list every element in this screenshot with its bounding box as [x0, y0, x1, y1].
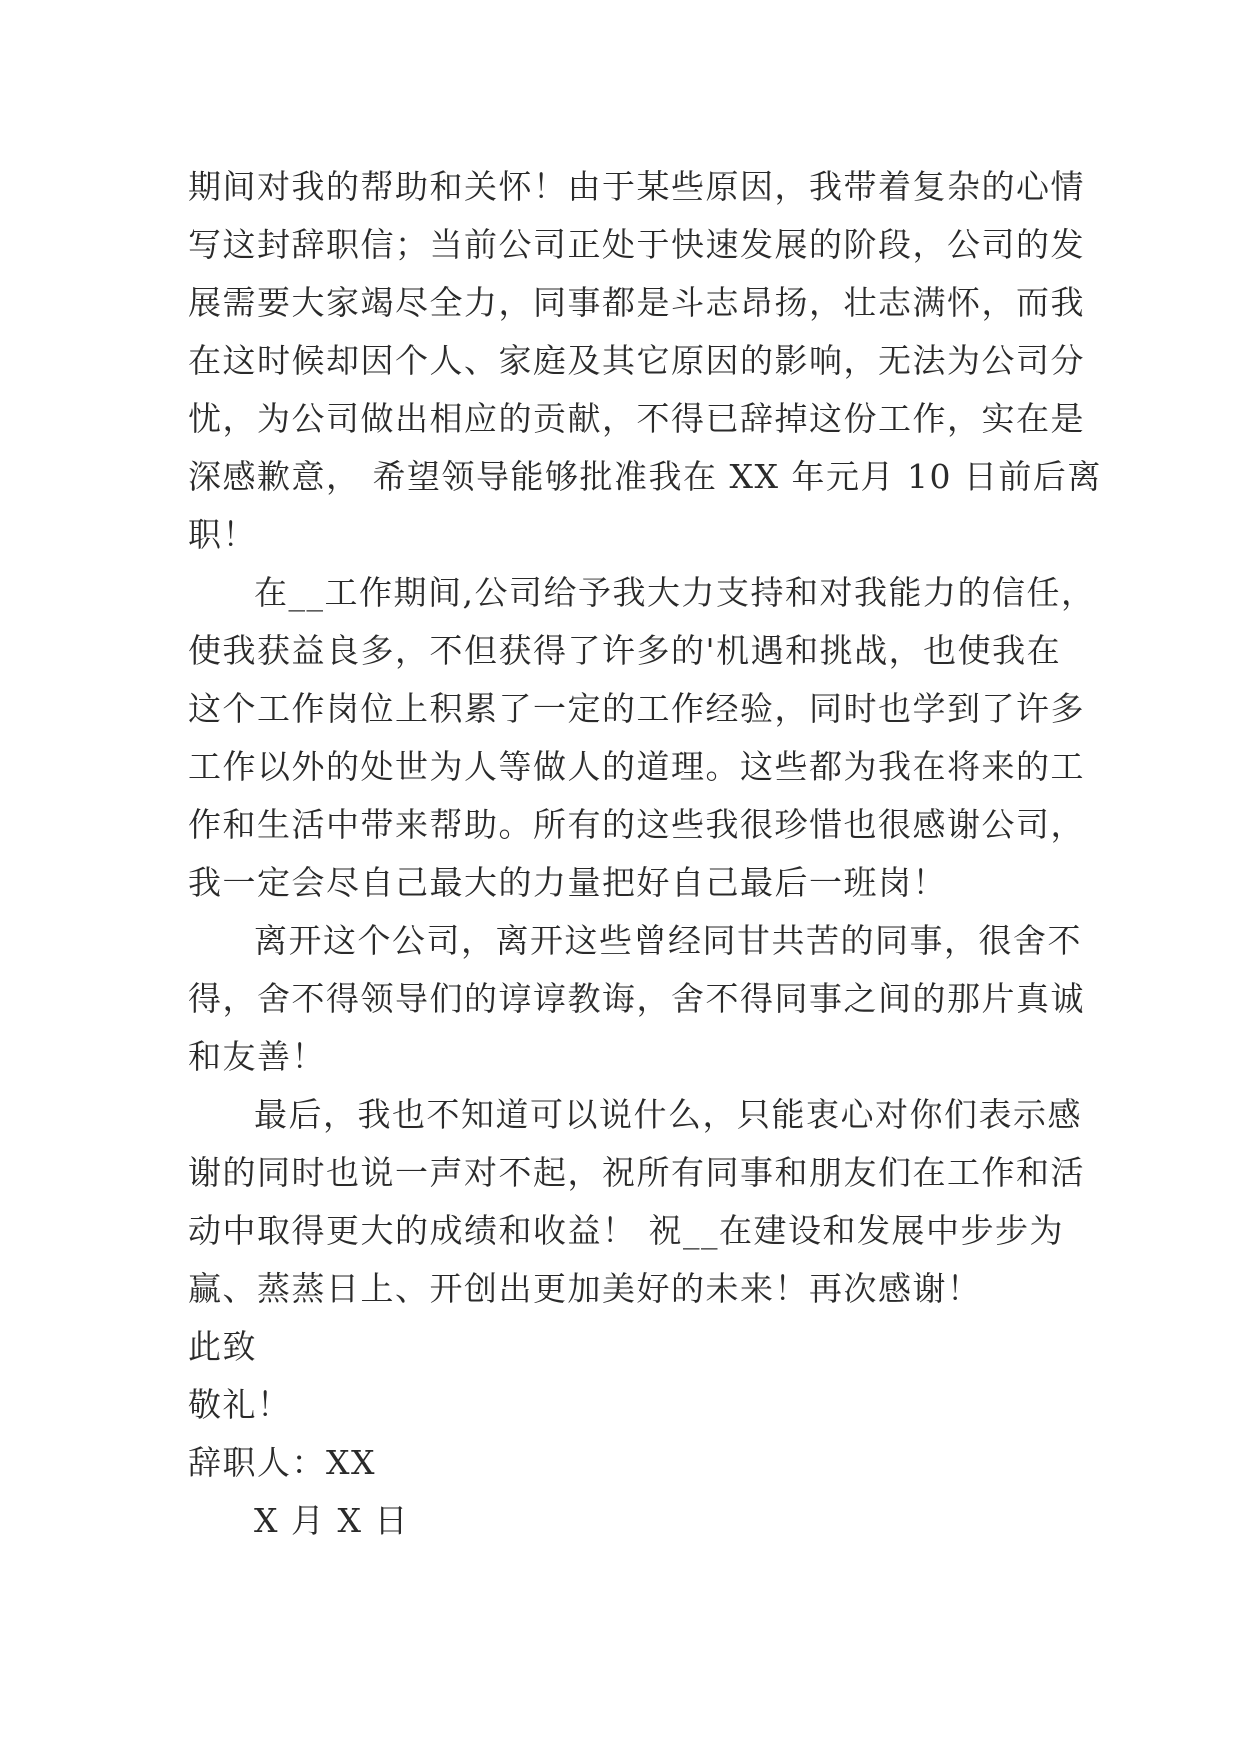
text-line: 和友善！: [188, 1037, 326, 1076]
text-line: 使我获益良多，不但获得了许多的'机遇和挑战，也使我在: [188, 631, 1062, 670]
text-line: 在这时候却因个人、家庭及其它原因的影响，无法为公司分: [188, 341, 1085, 380]
date-line: X 月 X 日: [254, 1501, 409, 1540]
text-line: 得，舍不得领导们的谆谆教诲，舍不得同事之间的那片真诚: [188, 979, 1085, 1018]
closing-regards: 敬礼！: [188, 1385, 292, 1424]
text-line: 忧，为公司做出相应的贡献，不得已辞掉这份工作，实在是: [188, 399, 1085, 438]
text-line: 展需要大家竭尽全力，同事都是斗志昂扬，壮志满怀，而我: [188, 283, 1085, 322]
text-line: 写这封辞职信；当前公司正处于快速发展的阶段，公司的发: [188, 225, 1085, 264]
signature-line: 辞职人：XX: [188, 1443, 376, 1482]
text-line: 谢的同时也说一声对不起，祝所有同事和朋友们在工作和活: [188, 1153, 1085, 1192]
paragraph-start-line: 在__工作期间,公司给予我大力支持和对我能力的信任，: [254, 573, 1096, 612]
text-line: 作和生活中带来帮助。所有的这些我很珍惜也很感谢公司，: [188, 805, 1085, 844]
text-line: 深感歉意， 希望领导能够批准我在 XX 年元月 10 日前后离: [188, 457, 1102, 496]
paragraph-start-line: 最后，我也不知道可以说什么，只能衷心对你们表示感: [254, 1095, 1082, 1134]
text-line: 期间对我的帮助和关怀！由于某些原因，我带着复杂的心情: [188, 167, 1085, 206]
text-line: 职！: [188, 515, 257, 554]
text-line: 工作以外的处世为人等做人的道理。这些都为我在将来的工: [188, 747, 1085, 786]
closing-salutation: 此致: [188, 1327, 257, 1366]
text-line: 动中取得更大的成绩和收益！ 祝__在建设和发展中步步为: [188, 1211, 1064, 1250]
text-line: 这个工作岗位上积累了一定的工作经验，同时也学到了许多: [188, 689, 1085, 728]
text-line: 赢、蒸蒸日上、开创出更加美好的未来！再次感谢！: [188, 1269, 982, 1308]
text-line: 我一定会尽自己最大的力量把好自己最后一班岗！: [188, 863, 947, 902]
paragraph-start-line: 离开这个公司，离开这些曾经同甘共苦的同事，很舍不: [254, 921, 1082, 960]
letter-body: [188, 158, 1102, 1550]
